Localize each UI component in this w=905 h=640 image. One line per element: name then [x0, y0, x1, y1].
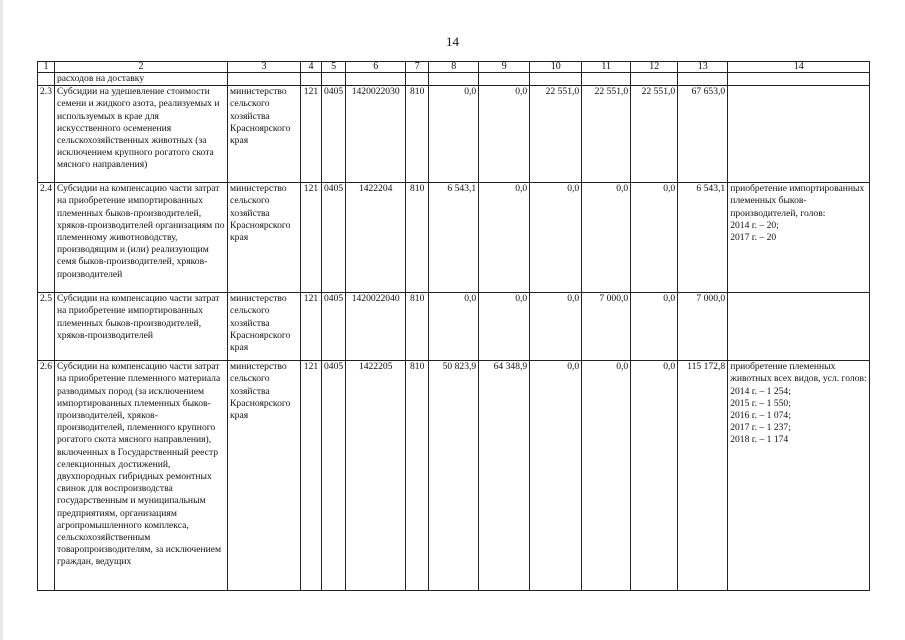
row-number-cell: 2.5	[38, 293, 55, 361]
value-2018-cell: 0,0	[631, 183, 678, 293]
executor-cell: министерство сельского хозяйства Красноярского края	[228, 361, 301, 591]
header-cell: 6	[346, 62, 406, 73]
header-cell: 4	[301, 62, 322, 73]
grbs-cell: 121	[301, 293, 322, 361]
budget-table	[37, 61, 870, 591]
header-cell: 11	[582, 62, 631, 73]
result-line: приобретение племенных животных всех видов, усл. голов:	[730, 361, 867, 385]
header-cell: 13	[678, 62, 728, 73]
rzpr-cell: 0405	[322, 183, 346, 293]
value-2015-cell: 64 348,9	[479, 361, 530, 591]
empty-cell	[228, 73, 301, 86]
executor-cell: министерство сельского хозяйства Красноярского края	[228, 293, 301, 361]
value-2014-cell: 6 543,1	[429, 183, 479, 293]
empty-cell	[530, 73, 582, 86]
empty-cell	[429, 73, 479, 86]
row-number-cell: 2.3	[38, 86, 55, 183]
row-name-cell: Субсидии на удешевление стоимости семени и жидкого азота, реализуемых и используемых в крае для искусственного осеменения сельскохозяйственных животных (за исключением крупного рогатого скота мясного направления)	[55, 86, 228, 183]
header-cell: 2	[55, 62, 228, 73]
value-2016-cell: 0,0	[530, 183, 582, 293]
value-2014-cell: 0,0	[429, 86, 479, 183]
csr-cell: 1420022040	[346, 293, 406, 361]
value-2018-cell: 0,0	[631, 293, 678, 361]
vr-cell: 810	[406, 293, 429, 361]
result-cell	[728, 293, 870, 361]
value-2016-cell: 0,0	[530, 293, 582, 361]
result-line: 2016 г. – 1 074;	[730, 410, 791, 422]
table-row	[38, 183, 870, 293]
result-line: 2015 г. – 1 550;	[730, 397, 791, 409]
table-row	[38, 86, 870, 183]
header-cell: 10	[530, 62, 582, 73]
empty-cell	[631, 73, 678, 86]
value-2018-cell: 0,0	[631, 361, 678, 591]
value-2016-cell: 22 551,0	[530, 86, 582, 183]
empty-cell	[346, 73, 406, 86]
result-line: приобретение импортированных племенных быков-производителей, голов:	[730, 183, 865, 219]
total-cell: 115 172,8	[678, 361, 728, 591]
row-name-cell: Субсидии на компенсацию части затрат на приобретение импортированных племенных быков-производителей, хряков-производителей организациям по племенному животноводству, производящим и (или) реализующим семя быков-производителей, хряков-производителей	[55, 183, 228, 293]
csr-cell: 1420022030	[346, 86, 406, 183]
header-cell: 5	[322, 62, 346, 73]
executor-cell: министерство сельского хозяйства Красноярского края	[228, 183, 301, 293]
value-2015-cell: 0,0	[479, 86, 530, 183]
row-number-cell: 2.6	[38, 361, 55, 591]
result-line: 2014 г. – 1 254;	[730, 385, 791, 397]
value-2014-cell: 50 823,9	[429, 361, 479, 591]
table-row	[38, 361, 870, 591]
header-cell: 12	[631, 62, 678, 73]
grbs-cell: 121	[301, 361, 322, 591]
value-2017-cell: 0,0	[582, 361, 631, 591]
result-line: 2018 г. – 1 174	[730, 434, 789, 446]
table-row	[38, 293, 870, 361]
row-number-cell	[38, 73, 55, 86]
row-name-cell: Субсидии на компенсацию части затрат на приобретение импортированных племенных быков-производителей, хряков-производителей	[55, 293, 228, 361]
csr-cell: 1422204	[346, 183, 406, 293]
vr-cell: 810	[406, 86, 429, 183]
continuation-row	[38, 73, 870, 86]
csr-cell: 1422205	[346, 361, 406, 591]
scan-edge	[0, 0, 3, 640]
grbs-cell: 121	[301, 183, 322, 293]
total-cell: 67 653,0	[678, 86, 728, 183]
value-2015-cell: 0,0	[479, 293, 530, 361]
vr-cell: 810	[406, 361, 429, 591]
rzpr-cell: 0405	[322, 86, 346, 183]
header-row	[38, 62, 870, 73]
executor-cell: министерство сельского хозяйства Красноярского края	[228, 86, 301, 183]
value-2016-cell: 0,0	[530, 361, 582, 591]
empty-cell	[582, 73, 631, 86]
header-cell: 9	[479, 62, 530, 73]
rzpr-cell: 0405	[322, 361, 346, 591]
page-number: 14	[446, 34, 459, 49]
header-cell: 7	[406, 62, 429, 73]
empty-cell	[479, 73, 530, 86]
grbs-cell: 121	[301, 86, 322, 183]
header-cell: 8	[429, 62, 479, 73]
total-cell: 6 543,1	[678, 183, 728, 293]
result-cell	[728, 361, 870, 591]
value-2014-cell: 0,0	[429, 293, 479, 361]
header-cell: 1	[38, 62, 55, 73]
row-number-cell: 2.4	[38, 183, 55, 293]
empty-cell	[322, 73, 346, 86]
empty-cell	[301, 73, 322, 86]
value-2017-cell: 0,0	[582, 183, 631, 293]
row-name-cell: Субсидии на компенсацию части затрат на приобретение племенного материала разводимых пород (за исключением импортированных племенных быков-производителей, хряков-производителей, племенного крупного рогатого скота мясного направления), включенных в Государственный реестр селекционных достижений, двухпородных гибридных ремонтных свинок для воспроизводства государственным и муниципальным предприятиям, организациям агропромышленного комплекса, сельскохозяйственным товаропроизводителям, за исключением граждан, ведущих	[55, 361, 228, 591]
value-2017-cell: 22 551,0	[582, 86, 631, 183]
header-cell: 14	[728, 62, 870, 73]
result-line: 2014 г. – 20;	[730, 219, 779, 231]
value-2015-cell: 0,0	[479, 183, 530, 293]
empty-cell	[728, 73, 870, 86]
result-line: 2017 г. – 1 237;	[730, 422, 791, 434]
rzpr-cell: 0405	[322, 293, 346, 361]
empty-cell	[678, 73, 728, 86]
row-name-cell: расходов на доставку	[55, 73, 228, 86]
value-2018-cell: 22 551,0	[631, 86, 678, 183]
empty-cell	[406, 73, 429, 86]
total-cell: 7 000,0	[678, 293, 728, 361]
result-line: 2017 г. – 20	[730, 232, 777, 244]
result-cell	[728, 86, 870, 183]
header-cell: 3	[228, 62, 301, 73]
result-cell	[728, 183, 870, 293]
vr-cell: 810	[406, 183, 429, 293]
value-2017-cell: 7 000,0	[582, 293, 631, 361]
